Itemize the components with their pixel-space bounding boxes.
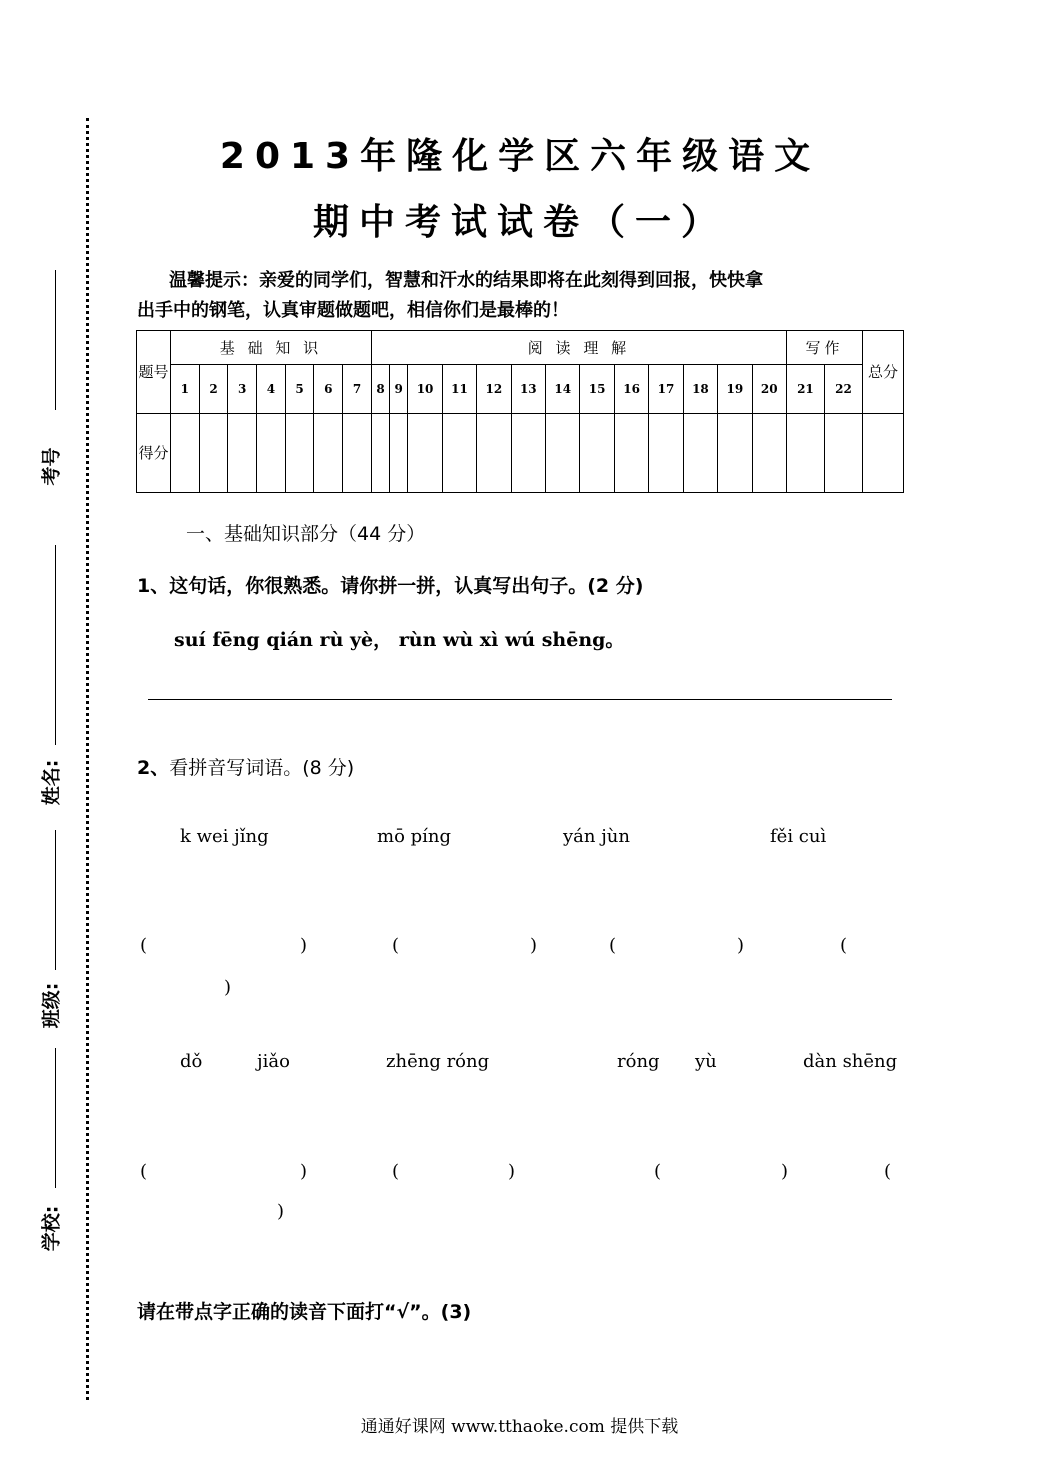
exam-number-label: 考号 (40, 446, 63, 486)
pinyin-item: róng (617, 1051, 660, 1072)
group-reading: 阅 读 理 解 (371, 331, 786, 365)
score-cell[interactable] (580, 413, 614, 493)
score-cell[interactable] (371, 413, 389, 493)
answer-paren-open: ( (884, 1161, 892, 1182)
page-title-line1: 2013年隆化学区六年级语文 (219, 136, 821, 177)
pinyin-item: k wei jǐng (180, 826, 269, 847)
question-1-pinyin: suí fēng qián rù yè， rùn wù xì wú shēng。 (174, 629, 625, 651)
answer-paren-open: ( (840, 935, 848, 956)
school-line (55, 1048, 56, 1188)
score-cell[interactable] (614, 413, 648, 493)
section-heading: 一、基础知识部分（44 分） (186, 523, 426, 545)
question-number-cell: 8 (371, 365, 389, 413)
score-cell[interactable] (390, 413, 408, 493)
total-score-cell[interactable] (863, 413, 904, 493)
question-number-cell: 16 (614, 365, 648, 413)
score-cell[interactable] (752, 413, 786, 493)
question-number-cell: 9 (390, 365, 408, 413)
question-2: 2、看拼音写词语。(8 分) (137, 757, 355, 779)
answer-paren-open: ( (392, 935, 400, 956)
binding-dotted-line (86, 118, 89, 1400)
answer-paren-open: ( (140, 1161, 148, 1182)
answer-paren-open: ( (392, 1161, 400, 1182)
score-cell[interactable] (546, 413, 580, 493)
question-number-cell: 4 (257, 365, 286, 413)
answer-paren-close: ) (300, 935, 308, 956)
score-cell[interactable] (442, 413, 476, 493)
pinyin-item: jiǎo (257, 1051, 290, 1072)
group-writing: 写作 (786, 331, 862, 365)
score-cell[interactable] (683, 413, 717, 493)
question-number-cell: 10 (408, 365, 442, 413)
answer-paren-close: ) (277, 1201, 285, 1222)
pinyin-item: yán jùn (563, 826, 630, 847)
question-number-cell: 2 (199, 365, 228, 413)
group-basic-knowledge: 基 础 知 识 (171, 331, 372, 365)
question-number-cell: 3 (228, 365, 257, 413)
score-cell[interactable] (824, 413, 862, 493)
question-1: 1、这句话，你很熟悉。请你拼一拼，认真写出句子。(2 分) (137, 575, 644, 597)
pinyin-item: mō píng (377, 826, 452, 847)
answer-paren-open: ( (609, 935, 617, 956)
score-cell[interactable] (228, 413, 257, 493)
score-row-header: 得分 (137, 413, 171, 493)
answer-paren-open: ( (654, 1161, 662, 1182)
question-number-header: 题号 (137, 331, 171, 414)
score-table (136, 330, 904, 493)
question-number-cell: 5 (285, 365, 314, 413)
score-cell[interactable] (786, 413, 824, 493)
score-cell[interactable] (343, 413, 372, 493)
score-cell[interactable] (257, 413, 286, 493)
school-label: 学校: (40, 1205, 63, 1251)
score-cell[interactable] (285, 413, 314, 493)
question-number-cell: 12 (477, 365, 511, 413)
footer-source: 通通好课网 www.tthaoke.com 提供下载 (360, 1417, 679, 1437)
name-line (55, 545, 56, 745)
pinyin-item: fěi cuì (770, 826, 827, 847)
score-cell[interactable] (408, 413, 442, 493)
question-number-cell: 14 (546, 365, 580, 413)
answer-paren-close: ) (224, 977, 232, 998)
question-number-cell: 1 (171, 365, 200, 413)
answer-paren-close: ) (781, 1161, 789, 1182)
question-number-cell: 20 (752, 365, 786, 413)
question-number-cell: 21 (786, 365, 824, 413)
question-number-cell: 18 (683, 365, 717, 413)
answer-paren-close: ) (508, 1161, 516, 1182)
answer-paren-close: ) (530, 935, 538, 956)
tip-text: 温馨提示：亲爱的同学们，智慧和汗水的结果即将在此刻得到回报，快快拿 出手中的钢笔，认真审题做题吧，相信你们是最棒的！ (137, 270, 763, 321)
question-number-cell: 17 (649, 365, 683, 413)
pinyin-item: dǒ (180, 1051, 203, 1072)
page-title-line2: 期中考试试卷（一） (312, 202, 727, 243)
question-3: 请在带点字正确的读音下面打“√”。(3) (137, 1301, 472, 1323)
class-label: 班级: (40, 982, 63, 1028)
score-cell[interactable] (314, 413, 343, 493)
class-line (55, 830, 56, 970)
answer-paren-close: ) (737, 935, 745, 956)
pinyin-item: zhēng róng (386, 1051, 490, 1072)
exam-number-line (55, 270, 56, 410)
pinyin-item: dàn shēng (803, 1051, 898, 1072)
question-number-cell: 11 (442, 365, 476, 413)
score-cell[interactable] (718, 413, 752, 493)
score-cell[interactable] (171, 413, 200, 493)
question-number-cell: 19 (718, 365, 752, 413)
question-number-cell: 15 (580, 365, 614, 413)
question-1-answer-line[interactable] (148, 699, 892, 700)
answer-paren-open: ( (140, 935, 148, 956)
score-cell[interactable] (477, 413, 511, 493)
question-number-cell: 13 (511, 365, 545, 413)
score-cell[interactable] (199, 413, 228, 493)
question-number-cell: 6 (314, 365, 343, 413)
question-number-cell: 22 (824, 365, 862, 413)
answer-paren-close: ) (300, 1161, 308, 1182)
question-number-cell: 7 (343, 365, 372, 413)
group-total: 总分 (863, 331, 904, 414)
score-cell[interactable] (511, 413, 545, 493)
pinyin-item: yù (695, 1051, 717, 1072)
name-label: 姓名: (40, 759, 63, 805)
score-cell[interactable] (649, 413, 683, 493)
